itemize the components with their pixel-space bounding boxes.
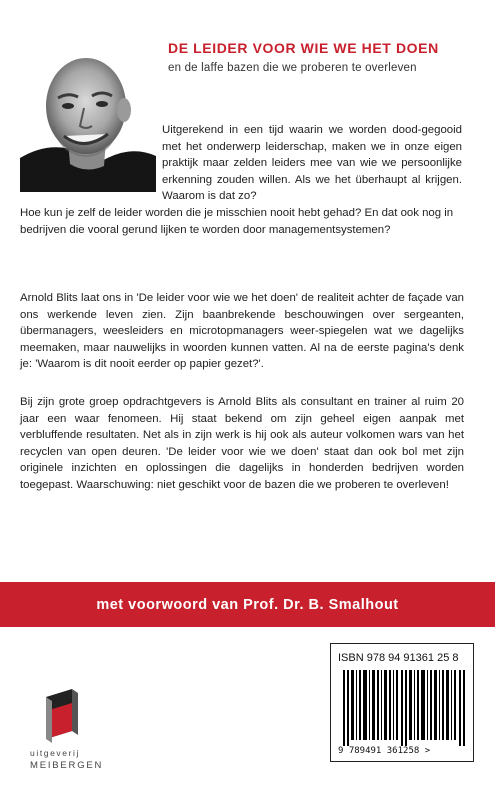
description-paragraph: Arnold Blits laat ons in 'De leider voor wie we het doen' de realiteit achter de façade van ons werkende leven zien. Zijn baanbrekende beschouwingen over sergeanten, übermanagers, weesleiders en microtopmanagers weer-spiegelen wat we dagelijks meemaken, maar nauwelijks in woorden kunnen vatten. Al na de eerste pagina's denk je: 'Waarom is dit nooit eerder op papier gezet?'. <box>20 292 464 371</box>
publisher-name: MEIBERGEN <box>30 760 104 771</box>
author-paragraph: Bij zijn grote groep opdrachtgevers is Arnold Blits als consultant en trainer al ruim 20 jaar een waar fenomeen. Hij staat bekend om zijn geheel eigen aanpak met verbluffende resultaten. Net als in zijn werk is hij ook als auteur volkomen wars van het recyclen van open deuren. 'De leider voor wie we doen' staat dan ook bol met zijn originele inzichten en oplossingen die dagelijks in honderden bedrijven worden toegepast. Waarschuwing: niet geschikt voor de bazen die we proberen te overleven! <box>20 396 464 491</box>
publisher-label: uitgeverij <box>30 748 81 758</box>
foreword-banner <box>0 582 495 627</box>
intro-paragraph-continued: Hoe kun je zelf de leider worden die je misschien nooit hebt gehad? En dat ook nog in bedrijven die vooral gerund lijken te worden door managementsystemen? <box>20 207 454 236</box>
author-photo <box>20 40 156 192</box>
barcode <box>343 670 467 746</box>
barcode-number: 9 789491 361258 > <box>338 746 431 756</box>
isbn-label: ISBN 978 94 91361 25 8 <box>338 652 459 664</box>
intro-paragraph: Uitgerekend in een tijd waarin we worden dood-gegooid met het onderwerp leiderschap, maken we in onze eigen praktijk maar zelden leiders mee van wie we persoonlijke erkenning zouden willen. Als we het überhaupt al krijgen. Waarom is dat zo? <box>162 124 462 203</box>
book-subtitle: en de laffe bazen die we proberen te overleven <box>168 62 417 74</box>
book-title: DE LEIDER VOOR WIE WE HET DOEN <box>168 40 439 56</box>
foreword-banner-text: met voorwoord van Prof. Dr. B. Smalhout <box>96 596 399 613</box>
